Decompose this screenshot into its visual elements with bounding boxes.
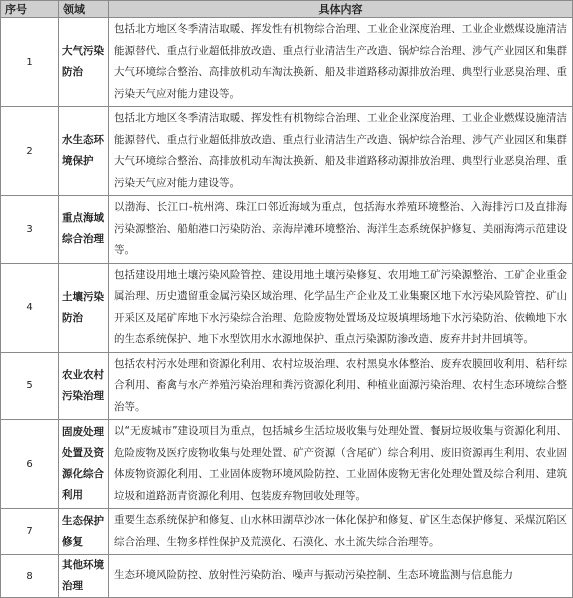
table-row [1, 18, 573, 107]
header-seq: 序号 [1, 1, 59, 18]
table-row [1, 509, 573, 555]
header-content: 具体内容 [109, 1, 573, 18]
row-content: 以“无废城市”建设项目为重点，包括城乡生活垃圾收集与处理处置、餐厨垃圾收集与资源化利用、危险废物及医疗废物收集与处理处置、矿产资源（含尾矿）综合利用、废旧资源再生利用、农业固体废物资源化利用、工业固体废物环境风险防控、工业固体废物无害化处理处置及综合利用、建筑垃圾和道路沥青资源化利用、包装废弃物回收处理等。 [109, 420, 573, 509]
row-seq: 6 [1, 420, 59, 509]
row-field: 其他环境治理 [59, 555, 109, 598]
row-field: 重点海域综合治理 [59, 196, 109, 264]
row-seq: 3 [1, 196, 59, 264]
row-seq: 8 [1, 555, 59, 598]
table-row [1, 107, 573, 196]
header-field: 领域 [59, 1, 109, 18]
row-seq: 7 [1, 509, 59, 555]
row-field: 土壤污染防治 [59, 263, 109, 352]
table-row [1, 352, 573, 420]
row-content: 以渤海、长江口-杭州湾、珠江口邻近海域为重点，包括海水养殖环境整治、入海排污口及直排海污染源整治、船舶港口污染防治、亲海岸滩环境整治、海洋生态系统保护修复、美丽海湾示范建设等。 [109, 196, 573, 264]
row-field: 生态保护修复 [59, 509, 109, 555]
table-header-row [1, 1, 573, 18]
row-seq: 4 [1, 263, 59, 352]
row-field: 水生态环境保护 [59, 107, 109, 196]
row-content: 重要生态系统保护和修复、山水林田湖草沙冰一体化保护和修复、矿区生态保护修复、采煤沉陷区综合治理、生物多样性保护及荒漠化、石漠化、水土流失综合治理等。 [109, 509, 573, 555]
row-field: 大气污染防治 [59, 18, 109, 107]
row-content: 包括建设用地土壤污染风险管控、建设用地土壤污染修复、农用地工矿污染源整治、工矿企业重金属治理、历史遗留重金属污染区域治理、化学品生产企业及工业集聚区地下水污染风险管控、矿山开采区及尾矿库地下水污染综合治理、危险废物处置场及垃圾填埋场地下水污染防治、依赖地下水的生态系统保护、地下水型饮用水水源地保护、重点污染源防渗改造、废弃井封井回填等。 [109, 263, 573, 352]
table-row [1, 555, 573, 598]
row-seq: 1 [1, 18, 59, 107]
table-row [1, 263, 573, 352]
table-row [1, 196, 573, 264]
row-content: 生态环境风险防控、放射性污染防治、噪声与振动污染控制、生态环境监测与信息能力 [109, 555, 573, 598]
table-row [1, 420, 573, 509]
row-content: 包括北方地区冬季清洁取暖、挥发性有机物综合治理、工业企业深度治理、工业企业燃煤设施清洁能源替代、重点行业超低排放改造、重点行业清洁生产改造、锅炉综合治理、涉气产业园区和集群大气环境综合整治、高排放机动车淘汰换新、船及非道路移动源排放治理、典型行业恶臭治理、重污染天气应对能力建设等。 [109, 107, 573, 196]
row-seq: 2 [1, 107, 59, 196]
row-content: 包括北方地区冬季清洁取暖、挥发性有机物综合治理、工业企业深度治理、工业企业燃煤设施清洁能源替代、重点行业超低排放改造、重点行业清洁生产改造、锅炉综合治理、涉气产业园区和集群大气环境综合整治、高排放机动车淘汰换新、船及非道路移动源排放治理、典型行业恶臭治理、重污染天气应对能力建设等。 [109, 18, 573, 107]
row-field: 农业农村污染治理 [59, 352, 109, 420]
row-field: 固废处理处置及资源化综合利用 [59, 420, 109, 509]
row-content: 包括农村污水处理和资源化利用、农村垃圾治理、农村黑臭水体整治、废弃农膜回收利用、秸秆综合利用、畜禽与水产养殖污染治理和粪污资源化利用、种植业面源污染治理、农村生态环境综合整治等。 [109, 352, 573, 420]
row-seq: 5 [1, 352, 59, 420]
